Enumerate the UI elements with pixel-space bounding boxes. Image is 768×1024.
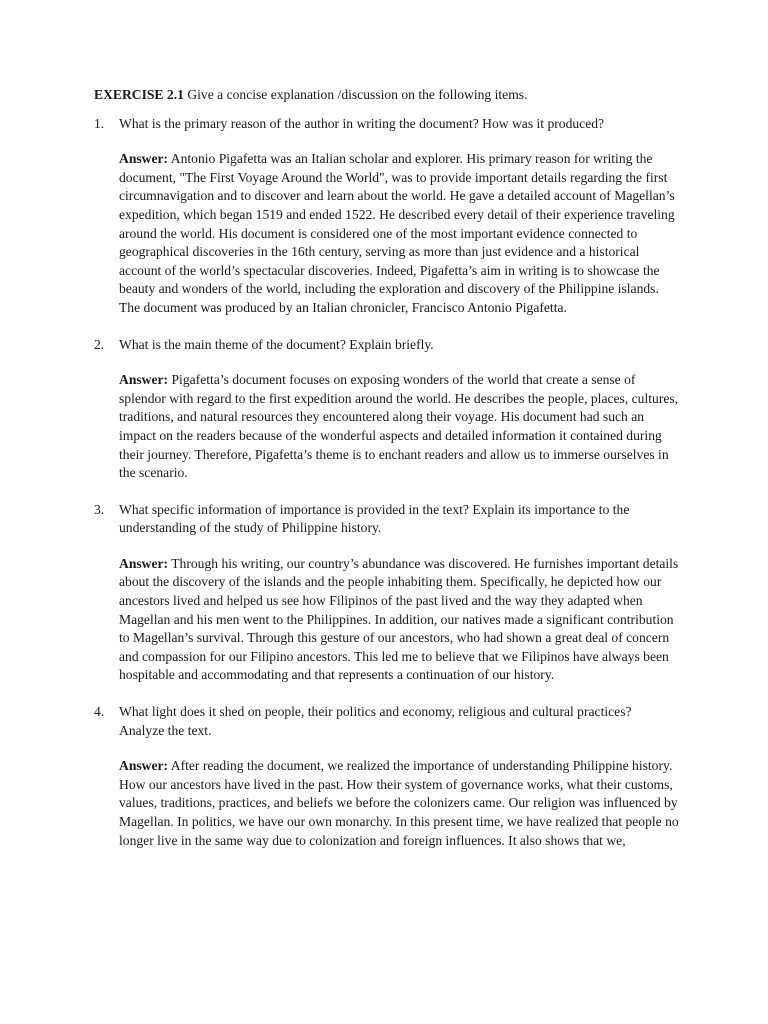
answer-text: Antonio Pigafetta was an Italian scholar and explorer. His primary reason for writing the document, "The First Voyage Around the World", was to provide important details regarding the first circumnavigation and to discover and learn about the world. He gave a detailed account of Magellan’s expedition, which began 1519 and ended 1522. He described every detail of their experience traveling around the world. His document is considered one of the most important evidence connected to geographical discoveries in the 16th century, serving as more than just evidence and a historical account of the world’s spectacular discoveries. Indeed, Pigafetta’s aim in writing is to showcase the beauty and wonders of the world, including the exploration and discovery of the Philippine islands. The document was produced by an Italian chronicler, Francisco Antonio Pigafetta.: [119, 151, 675, 315]
question-number: 2.: [94, 336, 105, 352]
answer-text: Pigafetta’s document focuses on exposing wonders of the world that create a sense of splendor with regard to the first expedition around the world. He describes the people, places, cultures, traditions, and natural resources they encountered along their voyage. His document had such an impact on the readers because of the wonderful aspects and detailed information it contained during their journey. Therefore, Pigafetta’s theme is to enchant readers and allow us to immerse ourselves in the scenario.: [119, 372, 679, 481]
exercise-heading: [94, 86, 679, 105]
question-text: What is the main theme of the document? Explain briefly.: [119, 336, 434, 352]
question-text: What is the primary reason of the author in writing the document? How was it produced?: [119, 115, 605, 131]
answer-label: Answer:: [119, 555, 169, 571]
question-item-4: [94, 703, 679, 850]
document-page: [94, 86, 679, 868]
answer-label: Answer:: [119, 758, 169, 774]
question-number: 4.: [94, 704, 105, 720]
answer-label: Answer:: [119, 151, 169, 167]
exercise-instruction: Give a concise explanation /discussion on the following items.: [187, 87, 528, 102]
question-number: 3.: [94, 501, 105, 517]
answer-paragraph: [119, 555, 679, 685]
question-number: 1.: [94, 115, 105, 131]
answer-paragraph: [119, 371, 679, 483]
answer-text: After reading the document, we realized the importance of understanding Philippine history. How our ancestors have lived in the past. How their system of governance works, what their customs, values, traditions, practices, and beliefs we before the colonizers came. Our religion was influenced by Magellan. In politics, we have our own monarchy. In this present time, we have realized that people no longer live in the same way due to colonization and foreign influences. It also shows that we,: [119, 758, 679, 848]
question-item-2: [94, 336, 679, 483]
answer-label: Answer:: [119, 372, 169, 388]
question-text: What light does it shed on people, their politics and economy, religious and cultural practices? Analyze the text.: [119, 704, 632, 738]
answer-text: Through his writing, our country’s abundance was discovered. He furnishes important details about the discovery of the islands and the people inhabiting them. Specifically, he depicted how our ancestors lived and helped us see how Filipinos of the past lived and the way they adapted when Magellan and his men went to the Philippines. In addition, our natives made a significant contribution to Magellan’s survival. Through this gesture of our ancestors, who had shown a great deal of concern and compassion for our Filipino ancestors. This led me to believe that we Filipinos have always been hospitable and accommodating and that represents a continuation of our history.: [119, 555, 679, 683]
question-text: What specific information of importance is provided in the text? Explain its importance to the understanding of the study of Philippine history.: [119, 501, 630, 536]
exercise-label: EXERCISE 2.1: [94, 87, 184, 102]
question-item-1: [94, 115, 679, 318]
question-item-3: [94, 501, 679, 685]
answer-paragraph: [119, 757, 679, 850]
answer-paragraph: [119, 150, 679, 317]
